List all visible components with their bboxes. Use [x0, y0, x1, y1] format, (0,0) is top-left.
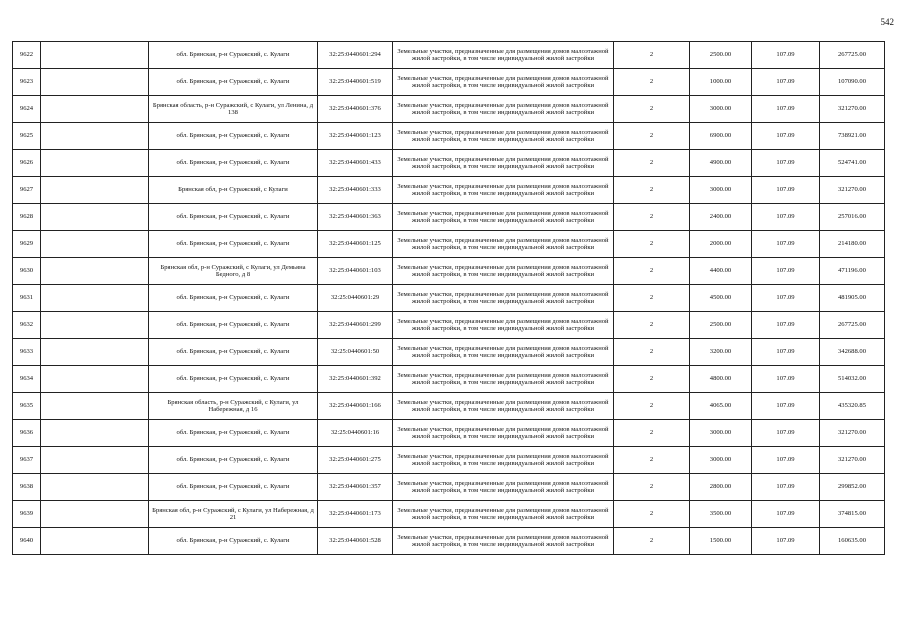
address-cell: обл. Брянская, р-н Суражский, с. Кулаги: [149, 231, 318, 258]
area-cell: 1500.00: [690, 528, 752, 555]
group-code-cell: 2: [614, 366, 690, 393]
land-category-cell: Земельные участки, предназначенные для размещения домов малоэтажной жилой застройки, в том числе индивидуальной жилой застройки: [393, 312, 614, 339]
land-category-cell: Земельные участки, предназначенные для размещения домов малоэтажной жилой застройки, в том числе индивидуальной жилой застройки: [393, 231, 614, 258]
row-number-cell: 9622: [13, 42, 41, 69]
land-category-cell: Земельные участки, предназначенные для размещения домов малоэтажной жилой застройки, в том числе индивидуальной жилой застройки: [393, 177, 614, 204]
empty-cell: [41, 366, 149, 393]
group-code-cell: 2: [614, 501, 690, 528]
address-cell: Брянская область, р-н Суражский, с Кулаги, ул Ленина, д 138: [149, 96, 318, 123]
table-row: [13, 528, 885, 555]
address-cell: обл. Брянская, р-н Суражский, с. Кулаги: [149, 528, 318, 555]
table-row: [13, 285, 885, 312]
specific-value-cell: 107.09: [752, 258, 820, 285]
address-cell: обл. Брянская, р-н Суражский, с. Кулаги: [149, 123, 318, 150]
specific-value-cell: 107.09: [752, 42, 820, 69]
cadastral-value-cell: 471196.00: [820, 258, 885, 285]
land-category-cell: Земельные участки, предназначенные для размещения домов малоэтажной жилой застройки, в том числе индивидуальной жилой застройки: [393, 420, 614, 447]
empty-cell: [41, 393, 149, 420]
table-row: [13, 42, 885, 69]
land-category-cell: Земельные участки, предназначенные для размещения домов малоэтажной жилой застройки, в том числе индивидуальной жилой застройки: [393, 69, 614, 96]
cadastral-number-cell: 32:25:0440601:299: [318, 312, 393, 339]
area-cell: 4500.00: [690, 285, 752, 312]
group-code-cell: 2: [614, 285, 690, 312]
empty-cell: [41, 528, 149, 555]
group-code-cell: 2: [614, 96, 690, 123]
cadastral-value-cell: 321270.00: [820, 177, 885, 204]
cadastral-number-cell: 32:25:0440601:50: [318, 339, 393, 366]
area-cell: 3000.00: [690, 96, 752, 123]
row-number-cell: 9624: [13, 96, 41, 123]
table-row: [13, 501, 885, 528]
group-code-cell: 2: [614, 393, 690, 420]
group-code-cell: 2: [614, 420, 690, 447]
row-number-cell: 9640: [13, 528, 41, 555]
area-cell: 2500.00: [690, 312, 752, 339]
address-cell: Брянская обл, р-н Суражский, с Кулаги, ул Набережная, д 21: [149, 501, 318, 528]
land-category-cell: Земельные участки, предназначенные для размещения домов малоэтажной жилой застройки, в том числе индивидуальной жилой застройки: [393, 366, 614, 393]
row-number-cell: 9633: [13, 339, 41, 366]
table-row: [13, 339, 885, 366]
specific-value-cell: 107.09: [752, 474, 820, 501]
area-cell: 3000.00: [690, 177, 752, 204]
specific-value-cell: 107.09: [752, 69, 820, 96]
empty-cell: [41, 339, 149, 366]
land-category-cell: Земельные участки, предназначенные для размещения домов малоэтажной жилой застройки, в том числе индивидуальной жилой застройки: [393, 258, 614, 285]
cadastral-value-cell: 267725.00: [820, 42, 885, 69]
address-cell: обл. Брянская, р-н Суражский, с. Кулаги: [149, 420, 318, 447]
cadastral-value-table: [12, 41, 885, 555]
specific-value-cell: 107.09: [752, 204, 820, 231]
cadastral-number-cell: 32:25:0440601:519: [318, 69, 393, 96]
land-category-cell: Земельные участки, предназначенные для размещения домов малоэтажной жилой застройки, в том числе индивидуальной жилой застройки: [393, 42, 614, 69]
group-code-cell: 2: [614, 528, 690, 555]
area-cell: 3500.00: [690, 501, 752, 528]
address-cell: обл. Брянская, р-н Суражский, с. Кулаги: [149, 447, 318, 474]
cadastral-value-cell: 374815.00: [820, 501, 885, 528]
address-cell: Брянская обл, р-н Суражский, с Кулаги, ул Демьяна Бедного, д 8: [149, 258, 318, 285]
row-number-cell: 9630: [13, 258, 41, 285]
table-row: [13, 150, 885, 177]
empty-cell: [41, 150, 149, 177]
cadastral-number-cell: 32:25:0440601:16: [318, 420, 393, 447]
row-number-cell: 9636: [13, 420, 41, 447]
land-category-cell: Земельные участки, предназначенные для размещения домов малоэтажной жилой застройки, в том числе индивидуальной жилой застройки: [393, 339, 614, 366]
table-body: [13, 42, 885, 555]
specific-value-cell: 107.09: [752, 231, 820, 258]
group-code-cell: 2: [614, 177, 690, 204]
row-number-cell: 9629: [13, 231, 41, 258]
area-cell: 6900.00: [690, 123, 752, 150]
area-cell: 4800.00: [690, 366, 752, 393]
specific-value-cell: 107.09: [752, 96, 820, 123]
area-cell: 4400.00: [690, 258, 752, 285]
land-category-cell: Земельные участки, предназначенные для размещения домов малоэтажной жилой застройки, в том числе индивидуальной жилой застройки: [393, 501, 614, 528]
empty-cell: [41, 312, 149, 339]
address-cell: обл. Брянская, р-н Суражский, с. Кулаги: [149, 339, 318, 366]
group-code-cell: 2: [614, 312, 690, 339]
empty-cell: [41, 177, 149, 204]
land-category-cell: Земельные участки, предназначенные для размещения домов малоэтажной жилой застройки, в том числе индивидуальной жилой застройки: [393, 285, 614, 312]
cadastral-value-cell: 321270.00: [820, 96, 885, 123]
cadastral-number-cell: 32:25:0440601:333: [318, 177, 393, 204]
empty-cell: [41, 231, 149, 258]
area-cell: 3000.00: [690, 420, 752, 447]
cadastral-value-cell: 214180.00: [820, 231, 885, 258]
cadastral-value-cell: 321270.00: [820, 447, 885, 474]
empty-cell: [41, 501, 149, 528]
empty-cell: [41, 258, 149, 285]
land-category-cell: Земельные участки, предназначенные для размещения домов малоэтажной жилой застройки, в том числе индивидуальной жилой застройки: [393, 204, 614, 231]
specific-value-cell: 107.09: [752, 123, 820, 150]
specific-value-cell: 107.09: [752, 339, 820, 366]
empty-cell: [41, 420, 149, 447]
address-cell: обл. Брянская, р-н Суражский, с. Кулаги: [149, 204, 318, 231]
row-number-cell: 9631: [13, 285, 41, 312]
table-row: [13, 204, 885, 231]
empty-cell: [41, 204, 149, 231]
cadastral-number-cell: 32:25:0440601:166: [318, 393, 393, 420]
cadastral-value-cell: 299852.00: [820, 474, 885, 501]
row-number-cell: 9625: [13, 123, 41, 150]
cadastral-number-cell: 32:25:0440601:173: [318, 501, 393, 528]
row-number-cell: 9623: [13, 69, 41, 96]
cadastral-value-cell: 481905.00: [820, 285, 885, 312]
table-row: [13, 69, 885, 96]
group-code-cell: 2: [614, 258, 690, 285]
page-number: 542: [880, 17, 894, 27]
table-row: [13, 231, 885, 258]
table-row: [13, 123, 885, 150]
row-number-cell: 9627: [13, 177, 41, 204]
address-cell: обл. Брянская, р-н Суражский, с. Кулаги: [149, 474, 318, 501]
land-category-cell: Земельные участки, предназначенные для размещения домов малоэтажной жилой застройки, в том числе индивидуальной жилой застройки: [393, 528, 614, 555]
address-cell: Брянская область, р-н Суражский, с Кулаги, ул Набережная, д 16: [149, 393, 318, 420]
specific-value-cell: 107.09: [752, 312, 820, 339]
area-cell: 4900.00: [690, 150, 752, 177]
land-category-cell: Земельные участки, предназначенные для размещения домов малоэтажной жилой застройки, в том числе индивидуальной жилой застройки: [393, 123, 614, 150]
address-cell: Брянская обл, р-н Суражский, с Кулаги: [149, 177, 318, 204]
land-category-cell: Земельные участки, предназначенные для размещения домов малоэтажной жилой застройки, в том числе индивидуальной жилой застройки: [393, 474, 614, 501]
cadastral-value-cell: 514032.00: [820, 366, 885, 393]
specific-value-cell: 107.09: [752, 420, 820, 447]
empty-cell: [41, 285, 149, 312]
group-code-cell: 2: [614, 447, 690, 474]
cadastral-number-cell: 32:25:0440601:363: [318, 204, 393, 231]
group-code-cell: 2: [614, 231, 690, 258]
group-code-cell: 2: [614, 339, 690, 366]
specific-value-cell: 107.09: [752, 501, 820, 528]
cadastral-number-cell: 32:25:0440601:29: [318, 285, 393, 312]
specific-value-cell: 107.09: [752, 393, 820, 420]
cadastral-number-cell: 32:25:0440601:376: [318, 96, 393, 123]
cadastral-value-cell: 342688.00: [820, 339, 885, 366]
empty-cell: [41, 42, 149, 69]
area-cell: 2000.00: [690, 231, 752, 258]
cadastral-value-cell: 524741.00: [820, 150, 885, 177]
specific-value-cell: 107.09: [752, 150, 820, 177]
row-number-cell: 9637: [13, 447, 41, 474]
land-category-cell: Земельные участки, предназначенные для размещения домов малоэтажной жилой застройки, в том числе индивидуальной жилой застройки: [393, 96, 614, 123]
group-code-cell: 2: [614, 204, 690, 231]
cadastral-value-cell: 257016.00: [820, 204, 885, 231]
table-row: [13, 474, 885, 501]
specific-value-cell: 107.09: [752, 528, 820, 555]
cadastral-value-cell: 738921.00: [820, 123, 885, 150]
cadastral-value-cell: 107090.00: [820, 69, 885, 96]
address-cell: обл. Брянская, р-н Суражский, с. Кулаги: [149, 150, 318, 177]
cadastral-number-cell: 32:25:0440601:294: [318, 42, 393, 69]
group-code-cell: 2: [614, 474, 690, 501]
specific-value-cell: 107.09: [752, 447, 820, 474]
row-number-cell: 9626: [13, 150, 41, 177]
table-row: [13, 258, 885, 285]
cadastral-number-cell: 32:25:0440601:123: [318, 123, 393, 150]
area-cell: 3000.00: [690, 447, 752, 474]
table-row: [13, 366, 885, 393]
specific-value-cell: 107.09: [752, 285, 820, 312]
row-number-cell: 9628: [13, 204, 41, 231]
table-row: [13, 96, 885, 123]
row-number-cell: 9632: [13, 312, 41, 339]
area-cell: 1000.00: [690, 69, 752, 96]
cadastral-number-cell: 32:25:0440601:433: [318, 150, 393, 177]
table-row: [13, 312, 885, 339]
group-code-cell: 2: [614, 123, 690, 150]
empty-cell: [41, 69, 149, 96]
cadastral-number-cell: 32:25:0440601:275: [318, 447, 393, 474]
empty-cell: [41, 96, 149, 123]
cadastral-value-cell: 160635.00: [820, 528, 885, 555]
table-row: [13, 420, 885, 447]
address-cell: обл. Брянская, р-н Суражский, с. Кулаги: [149, 366, 318, 393]
cadastral-number-cell: 32:25:0440601:103: [318, 258, 393, 285]
area-cell: 2400.00: [690, 204, 752, 231]
empty-cell: [41, 123, 149, 150]
cadastral-number-cell: 32:25:0440601:528: [318, 528, 393, 555]
row-number-cell: 9639: [13, 501, 41, 528]
area-cell: 3200.00: [690, 339, 752, 366]
land-category-cell: Земельные участки, предназначенные для размещения домов малоэтажной жилой застройки, в том числе индивидуальной жилой застройки: [393, 447, 614, 474]
group-code-cell: 2: [614, 69, 690, 96]
land-category-cell: Земельные участки, предназначенные для размещения домов малоэтажной жилой застройки, в том числе индивидуальной жилой застройки: [393, 393, 614, 420]
group-code-cell: 2: [614, 42, 690, 69]
specific-value-cell: 107.09: [752, 177, 820, 204]
address-cell: обл. Брянская, р-н Суражский, с. Кулаги: [149, 285, 318, 312]
group-code-cell: 2: [614, 150, 690, 177]
area-cell: 4065.00: [690, 393, 752, 420]
cadastral-number-cell: 32:25:0440601:392: [318, 366, 393, 393]
land-category-cell: Земельные участки, предназначенные для размещения домов малоэтажной жилой застройки, в том числе индивидуальной жилой застройки: [393, 150, 614, 177]
specific-value-cell: 107.09: [752, 366, 820, 393]
cadastral-number-cell: 32:25:0440601:125: [318, 231, 393, 258]
table-row: [13, 177, 885, 204]
empty-cell: [41, 474, 149, 501]
cadastral-value-cell: 321270.00: [820, 420, 885, 447]
address-cell: обл. Брянская, р-н Суражский, с. Кулаги: [149, 69, 318, 96]
row-number-cell: 9634: [13, 366, 41, 393]
address-cell: обл. Брянская, р-н Суражский, с. Кулаги: [149, 42, 318, 69]
row-number-cell: 9635: [13, 393, 41, 420]
table-row: [13, 393, 885, 420]
row-number-cell: 9638: [13, 474, 41, 501]
cadastral-value-cell: 435320.85: [820, 393, 885, 420]
address-cell: обл. Брянская, р-н Суражский, с. Кулаги: [149, 312, 318, 339]
empty-cell: [41, 447, 149, 474]
table-row: [13, 447, 885, 474]
cadastral-number-cell: 32:25:0440601:357: [318, 474, 393, 501]
cadastral-value-cell: 267725.00: [820, 312, 885, 339]
area-cell: 2800.00: [690, 474, 752, 501]
area-cell: 2500.00: [690, 42, 752, 69]
